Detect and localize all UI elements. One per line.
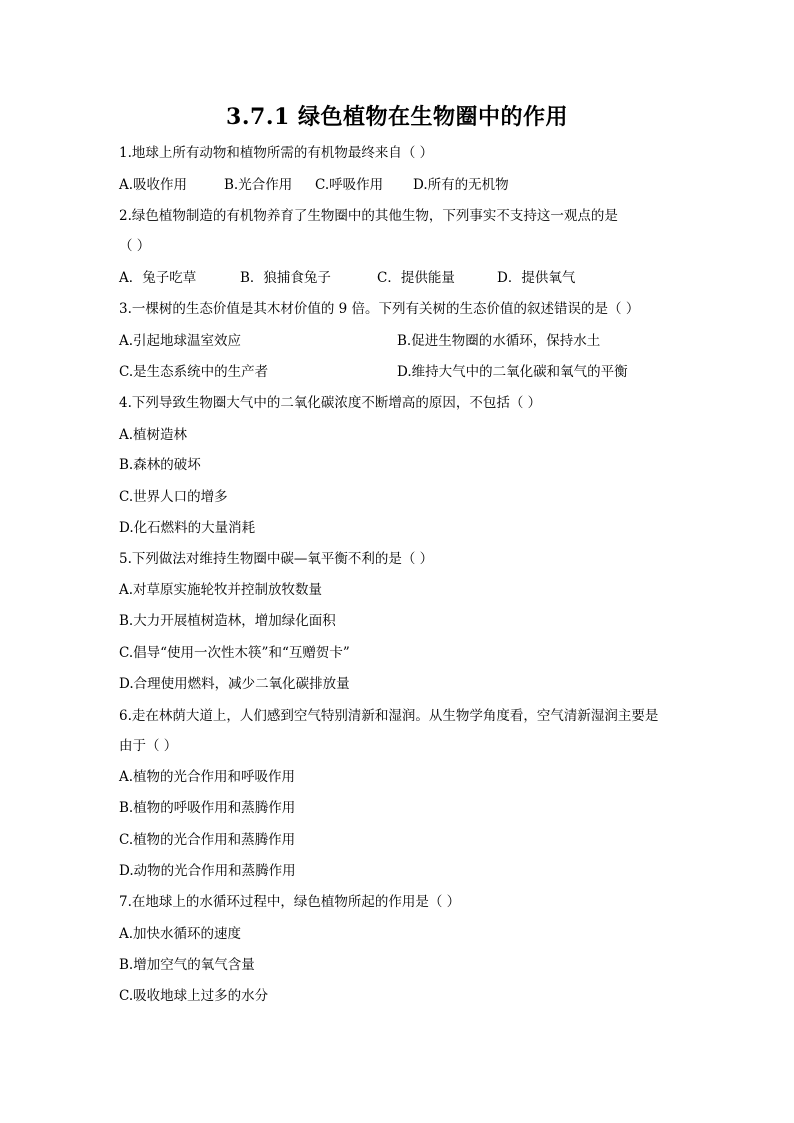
question-1-option-a: A.吸收作用 <box>119 177 188 193</box>
question-6-option-d: D.动物的光合作用和蒸腾作用 <box>119 863 296 879</box>
question-2-option-c: C．提供能量 <box>377 270 455 286</box>
question-7-stem: 7.在地球上的水循环过程中，绿色植物所起的作用是（ ） <box>119 894 461 910</box>
page-title: 3.7.1 绿色植物在生物圈中的作用 <box>226 104 568 130</box>
question-3-option-a: A.引起地球温室效应 <box>119 333 242 349</box>
question-3-option-b: B.促进生物圈的水循环，保持水土 <box>397 333 601 349</box>
question-5-option-d: D.合理使用燃料，减少二氧化碳排放量 <box>119 676 350 692</box>
question-6-option-c: C.植物的光合作用和蒸腾作用 <box>119 832 296 848</box>
question-2-stem: 2.绿色植物制造的有机物养育了生物圈中的其他生物，下列事实不支持这一观点的是 <box>119 208 618 224</box>
question-1-option-b: B.光合作用 <box>224 177 293 193</box>
question-4-option-a: A.植树造林 <box>119 427 188 443</box>
question-5-option-a: A.对草原实施轮牧并控制放牧数量 <box>119 582 323 598</box>
question-5-option-c: C.倡导“使用一次性木筷”和“互赠贺卡” <box>119 645 350 661</box>
question-7-option-c: C.吸收地球上过多的水分 <box>119 988 269 1004</box>
question-4-option-c: C.世界人口的增多 <box>119 489 228 505</box>
question-4-option-b: B.森林的破坏 <box>119 457 201 473</box>
question-1-option-c: C.呼吸作用 <box>315 177 384 193</box>
question-6-stem-continued: 由于（ ） <box>119 738 178 754</box>
question-2-option-a: A．兔子吃草 <box>119 270 197 286</box>
question-4-option-d: D.化石燃料的大量消耗 <box>119 520 256 536</box>
question-6-stem: 6.走在林荫大道上，人们感到空气特别清新和湿润。从生物学角度看，空气清新湿润主要是 <box>119 708 659 724</box>
question-6-option-b: B.植物的呼吸作用和蒸腾作用 <box>119 800 296 816</box>
question-6-option-a: A.植物的光合作用和呼吸作用 <box>119 769 296 785</box>
question-7-option-a: A.加快水循环的速度 <box>119 926 242 942</box>
question-2-option-b: B．狼捕食兔子 <box>240 270 331 286</box>
question-3-stem: 3.一棵树的生态价值是其木材价值的 9 倍。下列有关树的生态价值的叙述错误的是（ ） <box>119 301 640 317</box>
question-1-option-d: D.所有的无机物 <box>413 177 509 193</box>
question-5-stem: 5.下列做法对维持生物圈中碳—氧平衡不利的是（ ） <box>119 551 434 567</box>
question-3-option-d: D.维持大气中的二氧化碳和氧气的平衡 <box>397 364 628 380</box>
question-5-option-b: B.大力开展植树造林，增加绿化面积 <box>119 613 336 629</box>
question-4-stem: 4.下列导致生物圈大气中的二氧化碳浓度不断增高的原因，不包括（ ） <box>119 395 542 411</box>
question-2-option-d: D．提供氧气 <box>497 270 576 286</box>
question-3-option-c: C.是生态系统中的生产者 <box>119 364 269 380</box>
question-2-stem-continued: （ ） <box>119 238 151 254</box>
question-7-option-b: B.增加空气的氧气含量 <box>119 957 255 973</box>
question-1-stem: 1.地球上所有动物和植物所需的有机物最终来自（ ） <box>119 145 434 161</box>
